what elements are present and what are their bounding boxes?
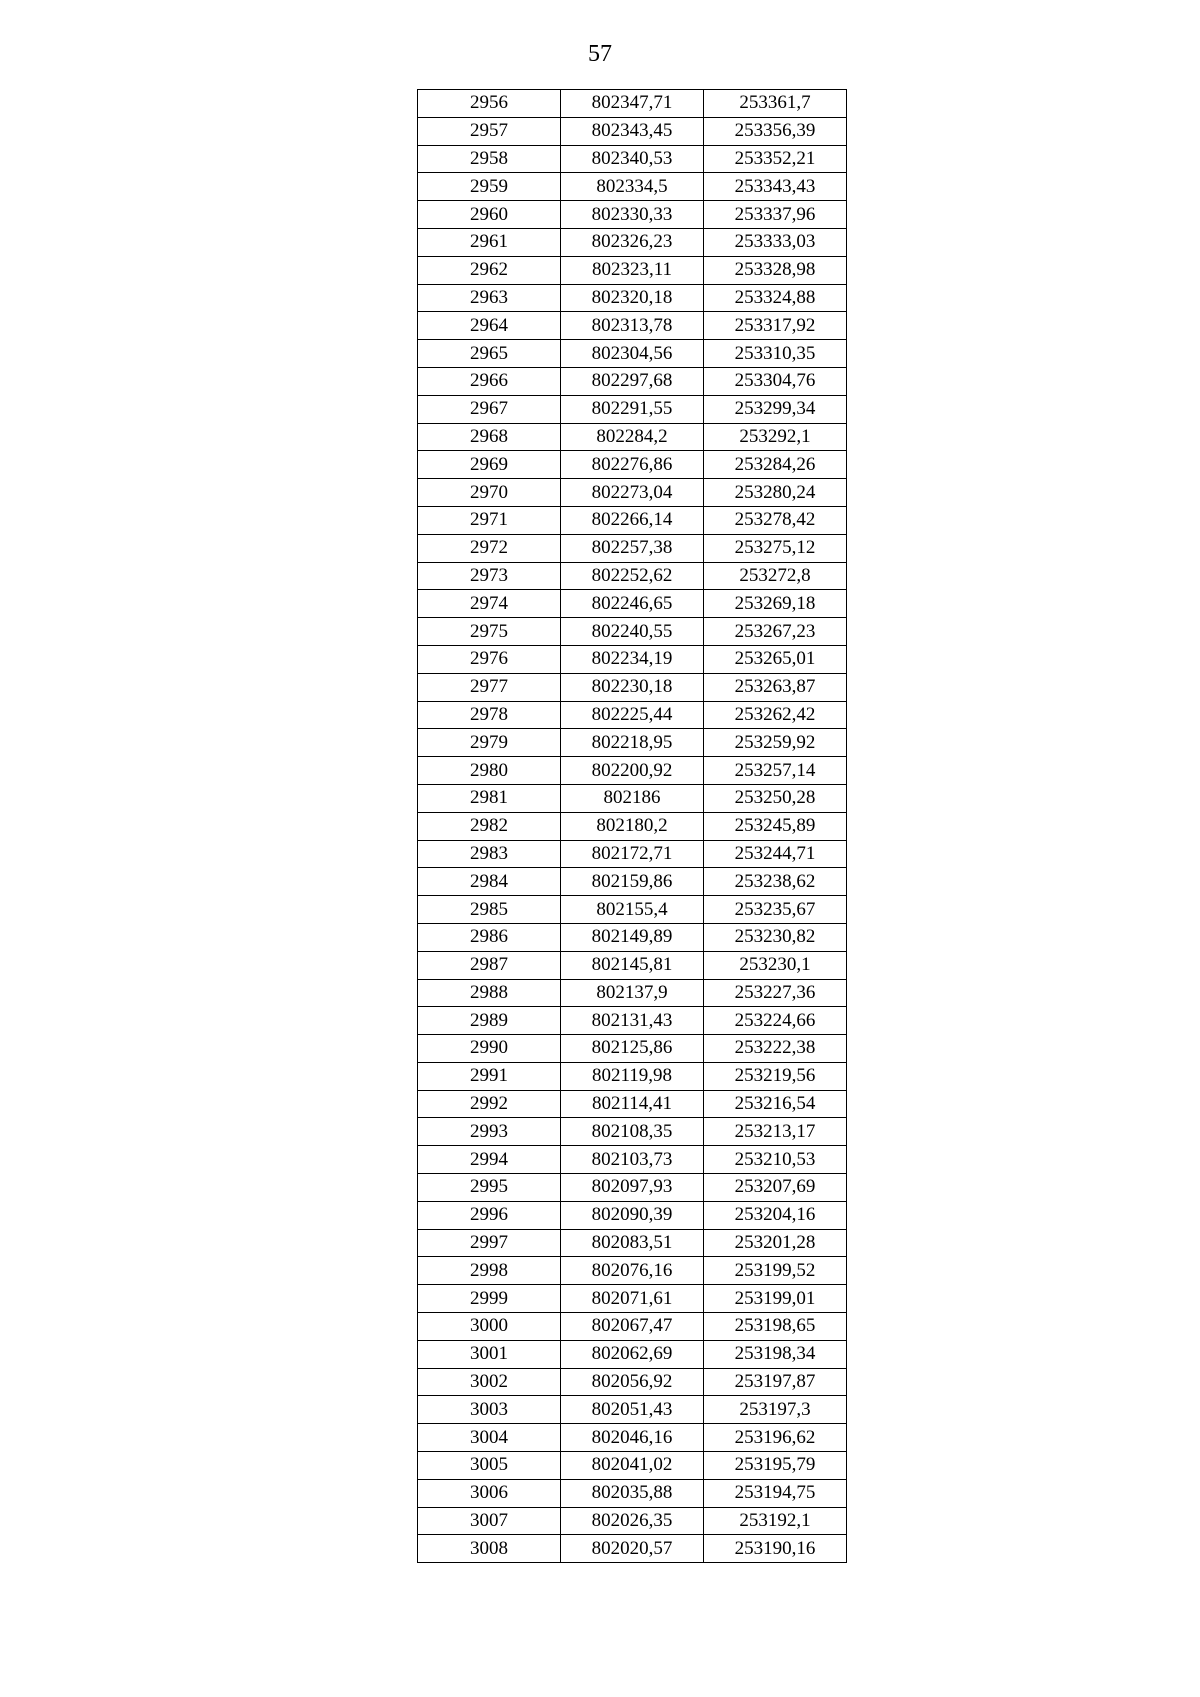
y-coordinate-cell: 253197,3 (704, 1396, 847, 1424)
table-row (418, 90, 847, 118)
y-coordinate-cell: 253280,24 (704, 479, 847, 507)
y-coordinate-cell: 253199,01 (704, 1285, 847, 1313)
table-row (418, 840, 847, 868)
x-coordinate-cell: 802330,33 (561, 201, 704, 229)
x-coordinate-cell: 802252,62 (561, 562, 704, 590)
table-row (418, 645, 847, 673)
point-number-cell: 2972 (418, 534, 561, 562)
y-coordinate-cell: 253198,34 (704, 1340, 847, 1368)
y-coordinate-cell: 253219,56 (704, 1062, 847, 1090)
y-coordinate-cell: 253310,35 (704, 340, 847, 368)
point-number-cell: 2970 (418, 479, 561, 507)
table-row (418, 367, 847, 395)
y-coordinate-cell: 253238,62 (704, 868, 847, 896)
y-coordinate-cell: 253245,89 (704, 812, 847, 840)
y-coordinate-cell: 253356,39 (704, 117, 847, 145)
x-coordinate-cell: 802347,71 (561, 90, 704, 118)
y-coordinate-cell: 253250,28 (704, 784, 847, 812)
x-coordinate-cell: 802230,18 (561, 673, 704, 701)
point-number-cell: 3004 (418, 1424, 561, 1452)
x-coordinate-cell: 802056,92 (561, 1368, 704, 1396)
y-coordinate-cell: 253216,54 (704, 1090, 847, 1118)
table-row (418, 1201, 847, 1229)
table-row (418, 1340, 847, 1368)
table-row (418, 451, 847, 479)
x-coordinate-cell: 802155,4 (561, 896, 704, 924)
y-coordinate-cell: 253194,75 (704, 1479, 847, 1507)
point-number-cell: 2968 (418, 423, 561, 451)
point-number-cell: 2995 (418, 1174, 561, 1202)
point-number-cell: 2997 (418, 1229, 561, 1257)
point-number-cell: 2959 (418, 173, 561, 201)
y-coordinate-cell: 253343,43 (704, 173, 847, 201)
y-coordinate-cell: 253259,92 (704, 729, 847, 757)
x-coordinate-cell: 802240,55 (561, 618, 704, 646)
y-coordinate-cell: 253230,82 (704, 923, 847, 951)
x-coordinate-cell: 802145,81 (561, 951, 704, 979)
point-number-cell: 2977 (418, 673, 561, 701)
x-coordinate-cell: 802046,16 (561, 1424, 704, 1452)
y-coordinate-cell: 253269,18 (704, 590, 847, 618)
x-coordinate-cell: 802035,88 (561, 1479, 704, 1507)
point-number-cell: 2996 (418, 1201, 561, 1229)
point-number-cell: 3002 (418, 1368, 561, 1396)
table-row (418, 1452, 847, 1480)
x-coordinate-cell: 802246,65 (561, 590, 704, 618)
table-row (418, 1035, 847, 1063)
table-row (418, 201, 847, 229)
point-number-cell: 2976 (418, 645, 561, 673)
y-coordinate-cell: 253284,26 (704, 451, 847, 479)
table-row (418, 1174, 847, 1202)
point-number-cell: 2960 (418, 201, 561, 229)
x-coordinate-cell: 802108,35 (561, 1118, 704, 1146)
x-coordinate-cell: 802291,55 (561, 395, 704, 423)
x-coordinate-cell: 802041,02 (561, 1452, 704, 1480)
x-coordinate-cell: 802172,71 (561, 840, 704, 868)
y-coordinate-cell: 253292,1 (704, 423, 847, 451)
point-number-cell: 2979 (418, 729, 561, 757)
table-row (418, 1090, 847, 1118)
x-coordinate-cell: 802067,47 (561, 1313, 704, 1341)
point-number-cell: 2973 (418, 562, 561, 590)
point-number-cell: 2999 (418, 1285, 561, 1313)
y-coordinate-cell: 253324,88 (704, 284, 847, 312)
point-number-cell: 3001 (418, 1340, 561, 1368)
y-coordinate-cell: 253195,79 (704, 1452, 847, 1480)
x-coordinate-cell: 802180,2 (561, 812, 704, 840)
point-number-cell: 2981 (418, 784, 561, 812)
table-row (418, 1396, 847, 1424)
x-coordinate-cell: 802071,61 (561, 1285, 704, 1313)
table-row (418, 896, 847, 924)
table-row (418, 1062, 847, 1090)
y-coordinate-cell: 253190,16 (704, 1535, 847, 1563)
x-coordinate-cell: 802276,86 (561, 451, 704, 479)
y-coordinate-cell: 253278,42 (704, 506, 847, 534)
y-coordinate-cell: 253192,1 (704, 1507, 847, 1535)
table-row (418, 423, 847, 451)
table-row (418, 1118, 847, 1146)
x-coordinate-cell: 802083,51 (561, 1229, 704, 1257)
point-number-cell: 3007 (418, 1507, 561, 1535)
table-row (418, 618, 847, 646)
table-row (418, 534, 847, 562)
point-number-cell: 2987 (418, 951, 561, 979)
x-coordinate-cell: 802149,89 (561, 923, 704, 951)
table-row (418, 951, 847, 979)
x-coordinate-cell: 802062,69 (561, 1340, 704, 1368)
x-coordinate-cell: 802320,18 (561, 284, 704, 312)
point-number-cell: 2992 (418, 1090, 561, 1118)
table-row (418, 284, 847, 312)
x-coordinate-cell: 802266,14 (561, 506, 704, 534)
y-coordinate-cell: 253333,03 (704, 228, 847, 256)
table-row (418, 256, 847, 284)
x-coordinate-cell: 802340,53 (561, 145, 704, 173)
y-coordinate-cell: 253262,42 (704, 701, 847, 729)
table-row (418, 673, 847, 701)
point-number-cell: 3006 (418, 1479, 561, 1507)
point-number-cell: 2978 (418, 701, 561, 729)
x-coordinate-cell: 802114,41 (561, 1090, 704, 1118)
table-row (418, 812, 847, 840)
x-coordinate-cell: 802218,95 (561, 729, 704, 757)
point-number-cell: 2982 (418, 812, 561, 840)
y-coordinate-cell: 253213,17 (704, 1118, 847, 1146)
x-coordinate-cell: 802297,68 (561, 367, 704, 395)
page-number: 57 (588, 41, 612, 67)
point-number-cell: 2975 (418, 618, 561, 646)
point-number-cell: 2958 (418, 145, 561, 173)
table-row (418, 395, 847, 423)
y-coordinate-cell: 253210,53 (704, 1146, 847, 1174)
table-row (418, 506, 847, 534)
y-coordinate-cell: 253267,23 (704, 618, 847, 646)
x-coordinate-cell: 802076,16 (561, 1257, 704, 1285)
table-row (418, 1368, 847, 1396)
table-row (418, 340, 847, 368)
y-coordinate-cell: 253275,12 (704, 534, 847, 562)
point-number-cell: 2990 (418, 1035, 561, 1063)
point-number-cell: 3005 (418, 1452, 561, 1480)
point-number-cell: 2989 (418, 1007, 561, 1035)
table-row (418, 729, 847, 757)
x-coordinate-cell: 802097,93 (561, 1174, 704, 1202)
y-coordinate-cell: 253204,16 (704, 1201, 847, 1229)
y-coordinate-cell: 253222,38 (704, 1035, 847, 1063)
x-coordinate-cell: 802200,92 (561, 757, 704, 785)
point-number-cell: 2998 (418, 1257, 561, 1285)
point-number-cell: 2980 (418, 757, 561, 785)
table-row (418, 1285, 847, 1313)
y-coordinate-cell: 253328,98 (704, 256, 847, 284)
x-coordinate-cell: 802343,45 (561, 117, 704, 145)
point-number-cell: 3008 (418, 1535, 561, 1563)
x-coordinate-cell: 802225,44 (561, 701, 704, 729)
x-coordinate-cell: 802273,04 (561, 479, 704, 507)
x-coordinate-cell: 802323,11 (561, 256, 704, 284)
y-coordinate-cell: 253272,8 (704, 562, 847, 590)
point-number-cell: 2967 (418, 395, 561, 423)
point-number-cell: 2974 (418, 590, 561, 618)
point-number-cell: 2984 (418, 868, 561, 896)
table-row (418, 145, 847, 173)
y-coordinate-cell: 253197,87 (704, 1368, 847, 1396)
table-row (418, 979, 847, 1007)
point-number-cell: 2988 (418, 979, 561, 1007)
y-coordinate-cell: 253263,87 (704, 673, 847, 701)
x-coordinate-cell: 802159,86 (561, 868, 704, 896)
table-row (418, 923, 847, 951)
x-coordinate-cell: 802119,98 (561, 1062, 704, 1090)
table-row (418, 1424, 847, 1452)
point-number-cell: 2966 (418, 367, 561, 395)
point-number-cell: 2971 (418, 506, 561, 534)
table-row (418, 1479, 847, 1507)
y-coordinate-cell: 253207,69 (704, 1174, 847, 1202)
point-number-cell: 2994 (418, 1146, 561, 1174)
x-coordinate-cell: 802026,35 (561, 1507, 704, 1535)
table-row (418, 1229, 847, 1257)
table-row (418, 173, 847, 201)
table-row (418, 1507, 847, 1535)
y-coordinate-cell: 253304,76 (704, 367, 847, 395)
x-coordinate-cell: 802234,19 (561, 645, 704, 673)
table-row (418, 701, 847, 729)
point-number-cell: 2986 (418, 923, 561, 951)
point-number-cell: 2961 (418, 228, 561, 256)
table-row (418, 1313, 847, 1341)
table-row (418, 1007, 847, 1035)
point-number-cell: 2956 (418, 90, 561, 118)
point-number-cell: 2993 (418, 1118, 561, 1146)
coordinates-table (417, 89, 847, 1563)
table-row (418, 1535, 847, 1563)
y-coordinate-cell: 253230,1 (704, 951, 847, 979)
point-number-cell: 2963 (418, 284, 561, 312)
table-row (418, 868, 847, 896)
y-coordinate-cell: 253235,67 (704, 896, 847, 924)
y-coordinate-cell: 253361,7 (704, 90, 847, 118)
table-row (418, 1257, 847, 1285)
y-coordinate-cell: 253317,92 (704, 312, 847, 340)
y-coordinate-cell: 253337,96 (704, 201, 847, 229)
point-number-cell: 2969 (418, 451, 561, 479)
y-coordinate-cell: 253201,28 (704, 1229, 847, 1257)
point-number-cell: 2964 (418, 312, 561, 340)
y-coordinate-cell: 253198,65 (704, 1313, 847, 1341)
x-coordinate-cell: 802051,43 (561, 1396, 704, 1424)
point-number-cell: 2962 (418, 256, 561, 284)
table-row (418, 312, 847, 340)
x-coordinate-cell: 802131,43 (561, 1007, 704, 1035)
y-coordinate-cell: 253199,52 (704, 1257, 847, 1285)
coordinates-table-body (418, 90, 847, 1563)
point-number-cell: 2985 (418, 896, 561, 924)
y-coordinate-cell: 253299,34 (704, 395, 847, 423)
point-number-cell: 2957 (418, 117, 561, 145)
table-row (418, 479, 847, 507)
table-row (418, 757, 847, 785)
table-row (418, 784, 847, 812)
table-row (418, 117, 847, 145)
x-coordinate-cell: 802186 (561, 784, 704, 812)
x-coordinate-cell: 802103,73 (561, 1146, 704, 1174)
y-coordinate-cell: 253352,21 (704, 145, 847, 173)
table-row (418, 562, 847, 590)
x-coordinate-cell: 802125,86 (561, 1035, 704, 1063)
table-row (418, 1146, 847, 1174)
x-coordinate-cell: 802257,38 (561, 534, 704, 562)
x-coordinate-cell: 802326,23 (561, 228, 704, 256)
point-number-cell: 3003 (418, 1396, 561, 1424)
y-coordinate-cell: 253257,14 (704, 757, 847, 785)
y-coordinate-cell: 253196,62 (704, 1424, 847, 1452)
x-coordinate-cell: 802334,5 (561, 173, 704, 201)
y-coordinate-cell: 253244,71 (704, 840, 847, 868)
x-coordinate-cell: 802090,39 (561, 1201, 704, 1229)
table-row (418, 590, 847, 618)
x-coordinate-cell: 802304,56 (561, 340, 704, 368)
x-coordinate-cell: 802137,9 (561, 979, 704, 1007)
point-number-cell: 2983 (418, 840, 561, 868)
x-coordinate-cell: 802284,2 (561, 423, 704, 451)
x-coordinate-cell: 802313,78 (561, 312, 704, 340)
y-coordinate-cell: 253224,66 (704, 1007, 847, 1035)
point-number-cell: 2965 (418, 340, 561, 368)
point-number-cell: 3000 (418, 1313, 561, 1341)
table-row (418, 228, 847, 256)
point-number-cell: 2991 (418, 1062, 561, 1090)
y-coordinate-cell: 253227,36 (704, 979, 847, 1007)
y-coordinate-cell: 253265,01 (704, 645, 847, 673)
x-coordinate-cell: 802020,57 (561, 1535, 704, 1563)
